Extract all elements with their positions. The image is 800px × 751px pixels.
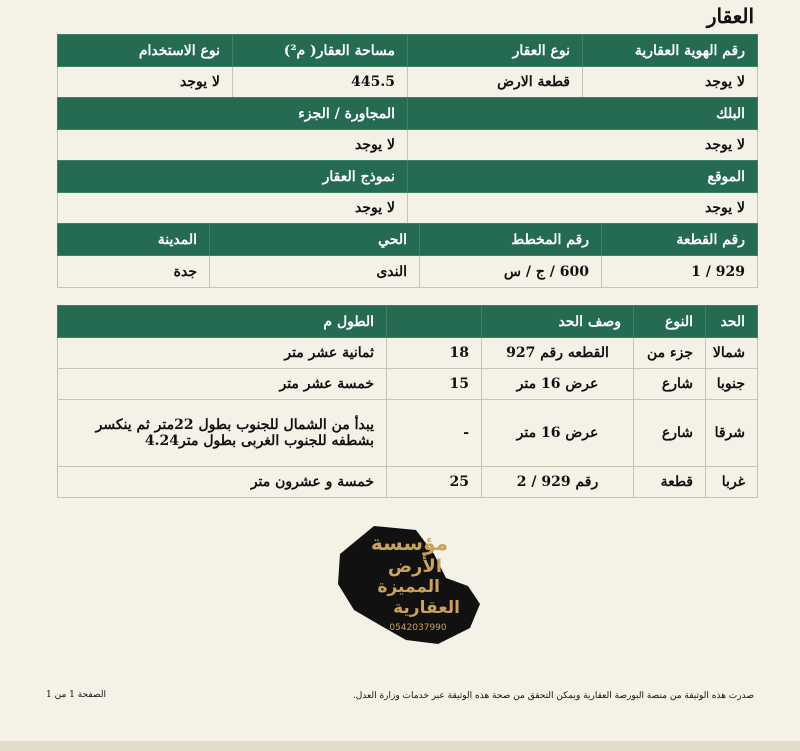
boundary-description: رقم 929 / 2 bbox=[482, 467, 634, 498]
boundaries-table bbox=[57, 305, 758, 498]
section-title: العقار bbox=[706, 4, 754, 28]
boundary-direction: جنوبا bbox=[706, 369, 758, 400]
boundary-length-number: 25 bbox=[387, 467, 482, 498]
boundary-direction: غربا bbox=[706, 467, 758, 498]
property-info-table bbox=[57, 34, 758, 98]
header-neighborhood-part: المجاورة / الجزء bbox=[58, 98, 408, 130]
boundary-direction: شمالا bbox=[706, 338, 758, 369]
page-number: الصفحة 1 من 1 bbox=[46, 690, 106, 700]
footer-note: صدرت هذه الوثيقة من منصة البورصة العقارية ويمكن التحقق من صحة هذه الوثيقة عبر خدمات وزارة العدل. bbox=[352, 691, 754, 701]
boundary-length-text: خمسة و عشرون متر bbox=[58, 467, 387, 498]
table-row bbox=[58, 338, 758, 369]
logo-line-2: الأرض bbox=[387, 556, 442, 577]
header-usage-type: نوع الاستخدام bbox=[58, 35, 233, 67]
header-length-text: الطول م bbox=[58, 306, 387, 338]
value-city: جدة bbox=[58, 256, 210, 288]
header-plan-number: رقم المخطط bbox=[420, 224, 602, 256]
location-table bbox=[57, 160, 758, 224]
boundary-direction: شرقا bbox=[706, 400, 758, 467]
header-property-type: نوع العقار bbox=[408, 35, 583, 67]
value-property-model: لا يوجد bbox=[58, 193, 408, 224]
header-plot-number: رقم القطعة bbox=[602, 224, 758, 256]
boundary-description: عرض 16 متر bbox=[482, 369, 634, 400]
boundary-length-number: 15 bbox=[387, 369, 482, 400]
value-area: 445.5 bbox=[233, 67, 408, 98]
header-property-model: نموذج العقار bbox=[58, 161, 408, 193]
value-usage-type: لا يوجد bbox=[58, 67, 233, 98]
header-city: المدينة bbox=[58, 224, 210, 256]
table-row bbox=[58, 369, 758, 400]
value-block: لا يوجد bbox=[408, 130, 758, 161]
header-description: وصف الحد bbox=[482, 306, 634, 338]
boundary-length-text: يبدأ من الشمال للجنوب بطول 22متر ثم ينكسر بشطفه للجنوب الغربى بطول متر4.24 bbox=[58, 400, 387, 467]
logo-line-1: مؤسسة bbox=[370, 531, 448, 555]
header-district: الحي bbox=[210, 224, 420, 256]
header-length-number bbox=[387, 306, 482, 338]
boundary-description: عرض 16 متر bbox=[482, 400, 634, 467]
boundary-type: جزء من bbox=[634, 338, 706, 369]
header-location: الموقع bbox=[408, 161, 758, 193]
table-row bbox=[58, 467, 758, 498]
boundary-length-text: خمسة عشر متر bbox=[58, 369, 387, 400]
value-plot-number: 929 / 1 bbox=[602, 256, 758, 288]
boundary-length-number: 18 bbox=[387, 338, 482, 369]
plot-table bbox=[57, 223, 758, 288]
logo-line-4: العقارية bbox=[393, 598, 460, 618]
header-area: مساحة العقار( م²) bbox=[233, 35, 408, 67]
value-property-type: قطعة الارض bbox=[408, 67, 583, 98]
header-type: النوع bbox=[634, 306, 706, 338]
value-property-id: لا يوجد bbox=[583, 67, 758, 98]
block-table bbox=[57, 97, 758, 161]
bottom-edge bbox=[0, 741, 800, 751]
logo-phone: 0542037990 bbox=[389, 623, 447, 633]
header-boundary: الحد bbox=[706, 306, 758, 338]
boundary-type: قطعة bbox=[634, 467, 706, 498]
boundary-description: القطعه رقم 927 bbox=[482, 338, 634, 369]
value-district: الندى bbox=[210, 256, 420, 288]
company-logo bbox=[318, 520, 484, 648]
value-location: لا يوجد bbox=[408, 193, 758, 224]
boundary-length-number: - bbox=[387, 400, 482, 467]
header-property-id: رقم الهوية العقارية bbox=[583, 35, 758, 67]
value-plan-number: 600 / ج / س bbox=[420, 256, 602, 288]
boundary-length-text: ثمانية عشر متر bbox=[58, 338, 387, 369]
logo-line-3: المميزة bbox=[377, 577, 440, 597]
header-block: البلك bbox=[408, 98, 758, 130]
boundary-type: شارع bbox=[634, 400, 706, 467]
value-neighborhood-part: لا يوجد bbox=[58, 130, 408, 161]
table-row bbox=[58, 400, 758, 467]
boundary-type: شارع bbox=[634, 369, 706, 400]
